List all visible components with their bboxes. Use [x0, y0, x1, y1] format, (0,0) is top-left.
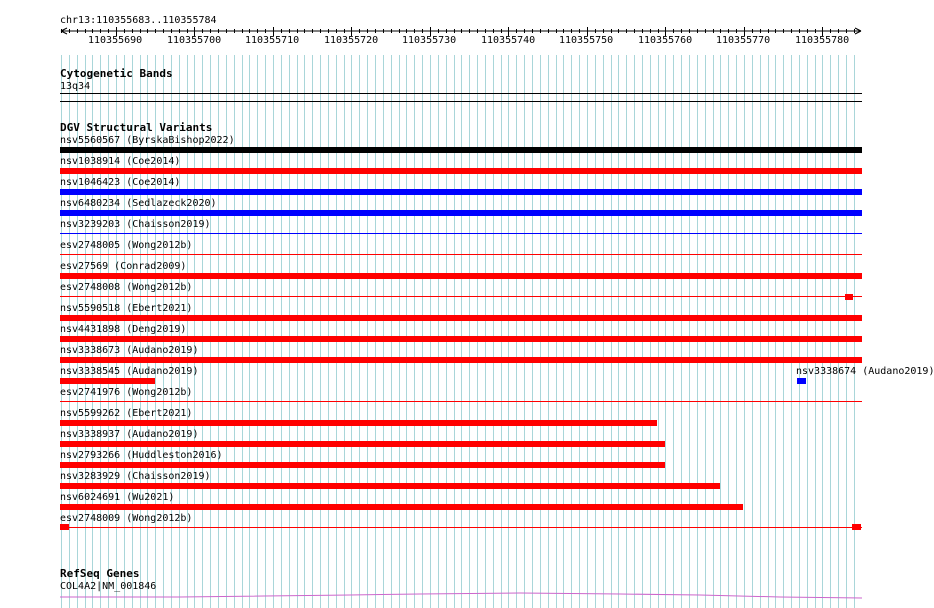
- ruler-tick-label: 110355770: [716, 35, 771, 46]
- ruler-tick-label: 110355690: [88, 35, 143, 46]
- variant-line[interactable]: [60, 254, 862, 255]
- variant-label[interactable]: nsv3338673 (Audano2019): [60, 345, 199, 356]
- variant-bar[interactable]: [60, 504, 743, 510]
- variant-label[interactable]: nsv6480234 (Sedlazeck2020): [60, 198, 217, 209]
- variant-label[interactable]: esv2741976 (Wong2012b): [60, 387, 193, 398]
- track-title-cytobands[interactable]: Cytogenetic Bands: [60, 67, 173, 80]
- region-label: chr13:110355683..110355784: [60, 15, 217, 26]
- variant-label[interactable]: esv27569 (Conrad2009): [60, 261, 187, 272]
- cytoband-label[interactable]: 13q34: [60, 81, 91, 92]
- variant-label[interactable]: nsv5590518 (Ebert2021): [60, 303, 193, 314]
- variant-label[interactable]: nsv5560567 (ByrskaBishop2022): [60, 135, 235, 146]
- variant-label[interactable]: esv2748005 (Wong2012b): [60, 240, 193, 251]
- ruler-tick-label: 110355760: [638, 35, 693, 46]
- variant-line[interactable]: [60, 527, 862, 528]
- variant-bar[interactable]: [60, 420, 657, 426]
- gene-intron-line: [60, 593, 862, 598]
- variant-label[interactable]: nsv6024691 (Wu2021): [60, 492, 175, 503]
- variant-bar[interactable]: [60, 441, 665, 447]
- variant-label[interactable]: nsv3283929 (Chaisson2019): [60, 471, 211, 482]
- cytoband-rule-top: [60, 93, 862, 94]
- variant-bar[interactable]: [60, 315, 862, 321]
- variant-block[interactable]: [845, 294, 853, 300]
- variant-line[interactable]: [60, 401, 862, 402]
- variant-bar[interactable]: [60, 168, 862, 174]
- ruler-tick-label: 110355750: [559, 35, 614, 46]
- cytoband-rule-bottom: [60, 101, 862, 102]
- variant-bar[interactable]: [60, 210, 862, 216]
- variant-label[interactable]: nsv3338937 (Audano2019): [60, 429, 199, 440]
- variant-bar[interactable]: [60, 189, 862, 195]
- variant-bar[interactable]: [60, 336, 862, 342]
- variant-label[interactable]: nsv1038914 (Coe2014): [60, 156, 181, 167]
- gene-label[interactable]: COL4A2|NM_001846: [60, 581, 157, 592]
- variant-label[interactable]: esv2748009 (Wong2012b): [60, 513, 193, 524]
- variant-bar[interactable]: [60, 378, 155, 384]
- variant-label[interactable]: nsv5599262 (Ebert2021): [60, 408, 193, 419]
- variant-label[interactable]: nsv1046423 (Coe2014): [60, 177, 181, 188]
- variant-bar[interactable]: [60, 147, 862, 153]
- variant-bar[interactable]: [60, 483, 720, 489]
- ruler-tick-label: 110355730: [402, 35, 457, 46]
- track-title-dgv[interactable]: DGV Structural Variants: [60, 121, 213, 134]
- variant-line[interactable]: [60, 296, 862, 297]
- track-title-refseq[interactable]: RefSeq Genes: [60, 567, 140, 580]
- variant-bar[interactable]: [60, 273, 862, 279]
- gene-model[interactable]: [0, 590, 890, 608]
- ruler-tick-label: 110355700: [167, 35, 222, 46]
- variant-label[interactable]: nsv3239203 (Chaisson2019): [60, 219, 211, 230]
- variant-label[interactable]: esv2748008 (Wong2012b): [60, 282, 193, 293]
- variant-bar[interactable]: [797, 378, 806, 384]
- variant-label[interactable]: nsv4431898 (Deng2019): [60, 324, 187, 335]
- variant-label[interactable]: nsv3338674 (Audano2019): [796, 366, 934, 377]
- variant-bar[interactable]: [60, 357, 862, 363]
- variant-label[interactable]: nsv2793266 (Huddleston2016): [60, 450, 223, 461]
- ruler-tick-label: 110355780: [795, 35, 850, 46]
- variant-label[interactable]: nsv3338545 (Audano2019): [60, 366, 199, 377]
- ruler-tick-label: 110355740: [481, 35, 536, 46]
- variant-block[interactable]: [852, 524, 861, 530]
- ruler-tick-label: 110355710: [245, 35, 300, 46]
- variant-line[interactable]: [60, 233, 862, 234]
- ruler-tick-label: 110355720: [324, 35, 379, 46]
- variant-block[interactable]: [60, 524, 69, 530]
- variant-bar[interactable]: [60, 462, 665, 468]
